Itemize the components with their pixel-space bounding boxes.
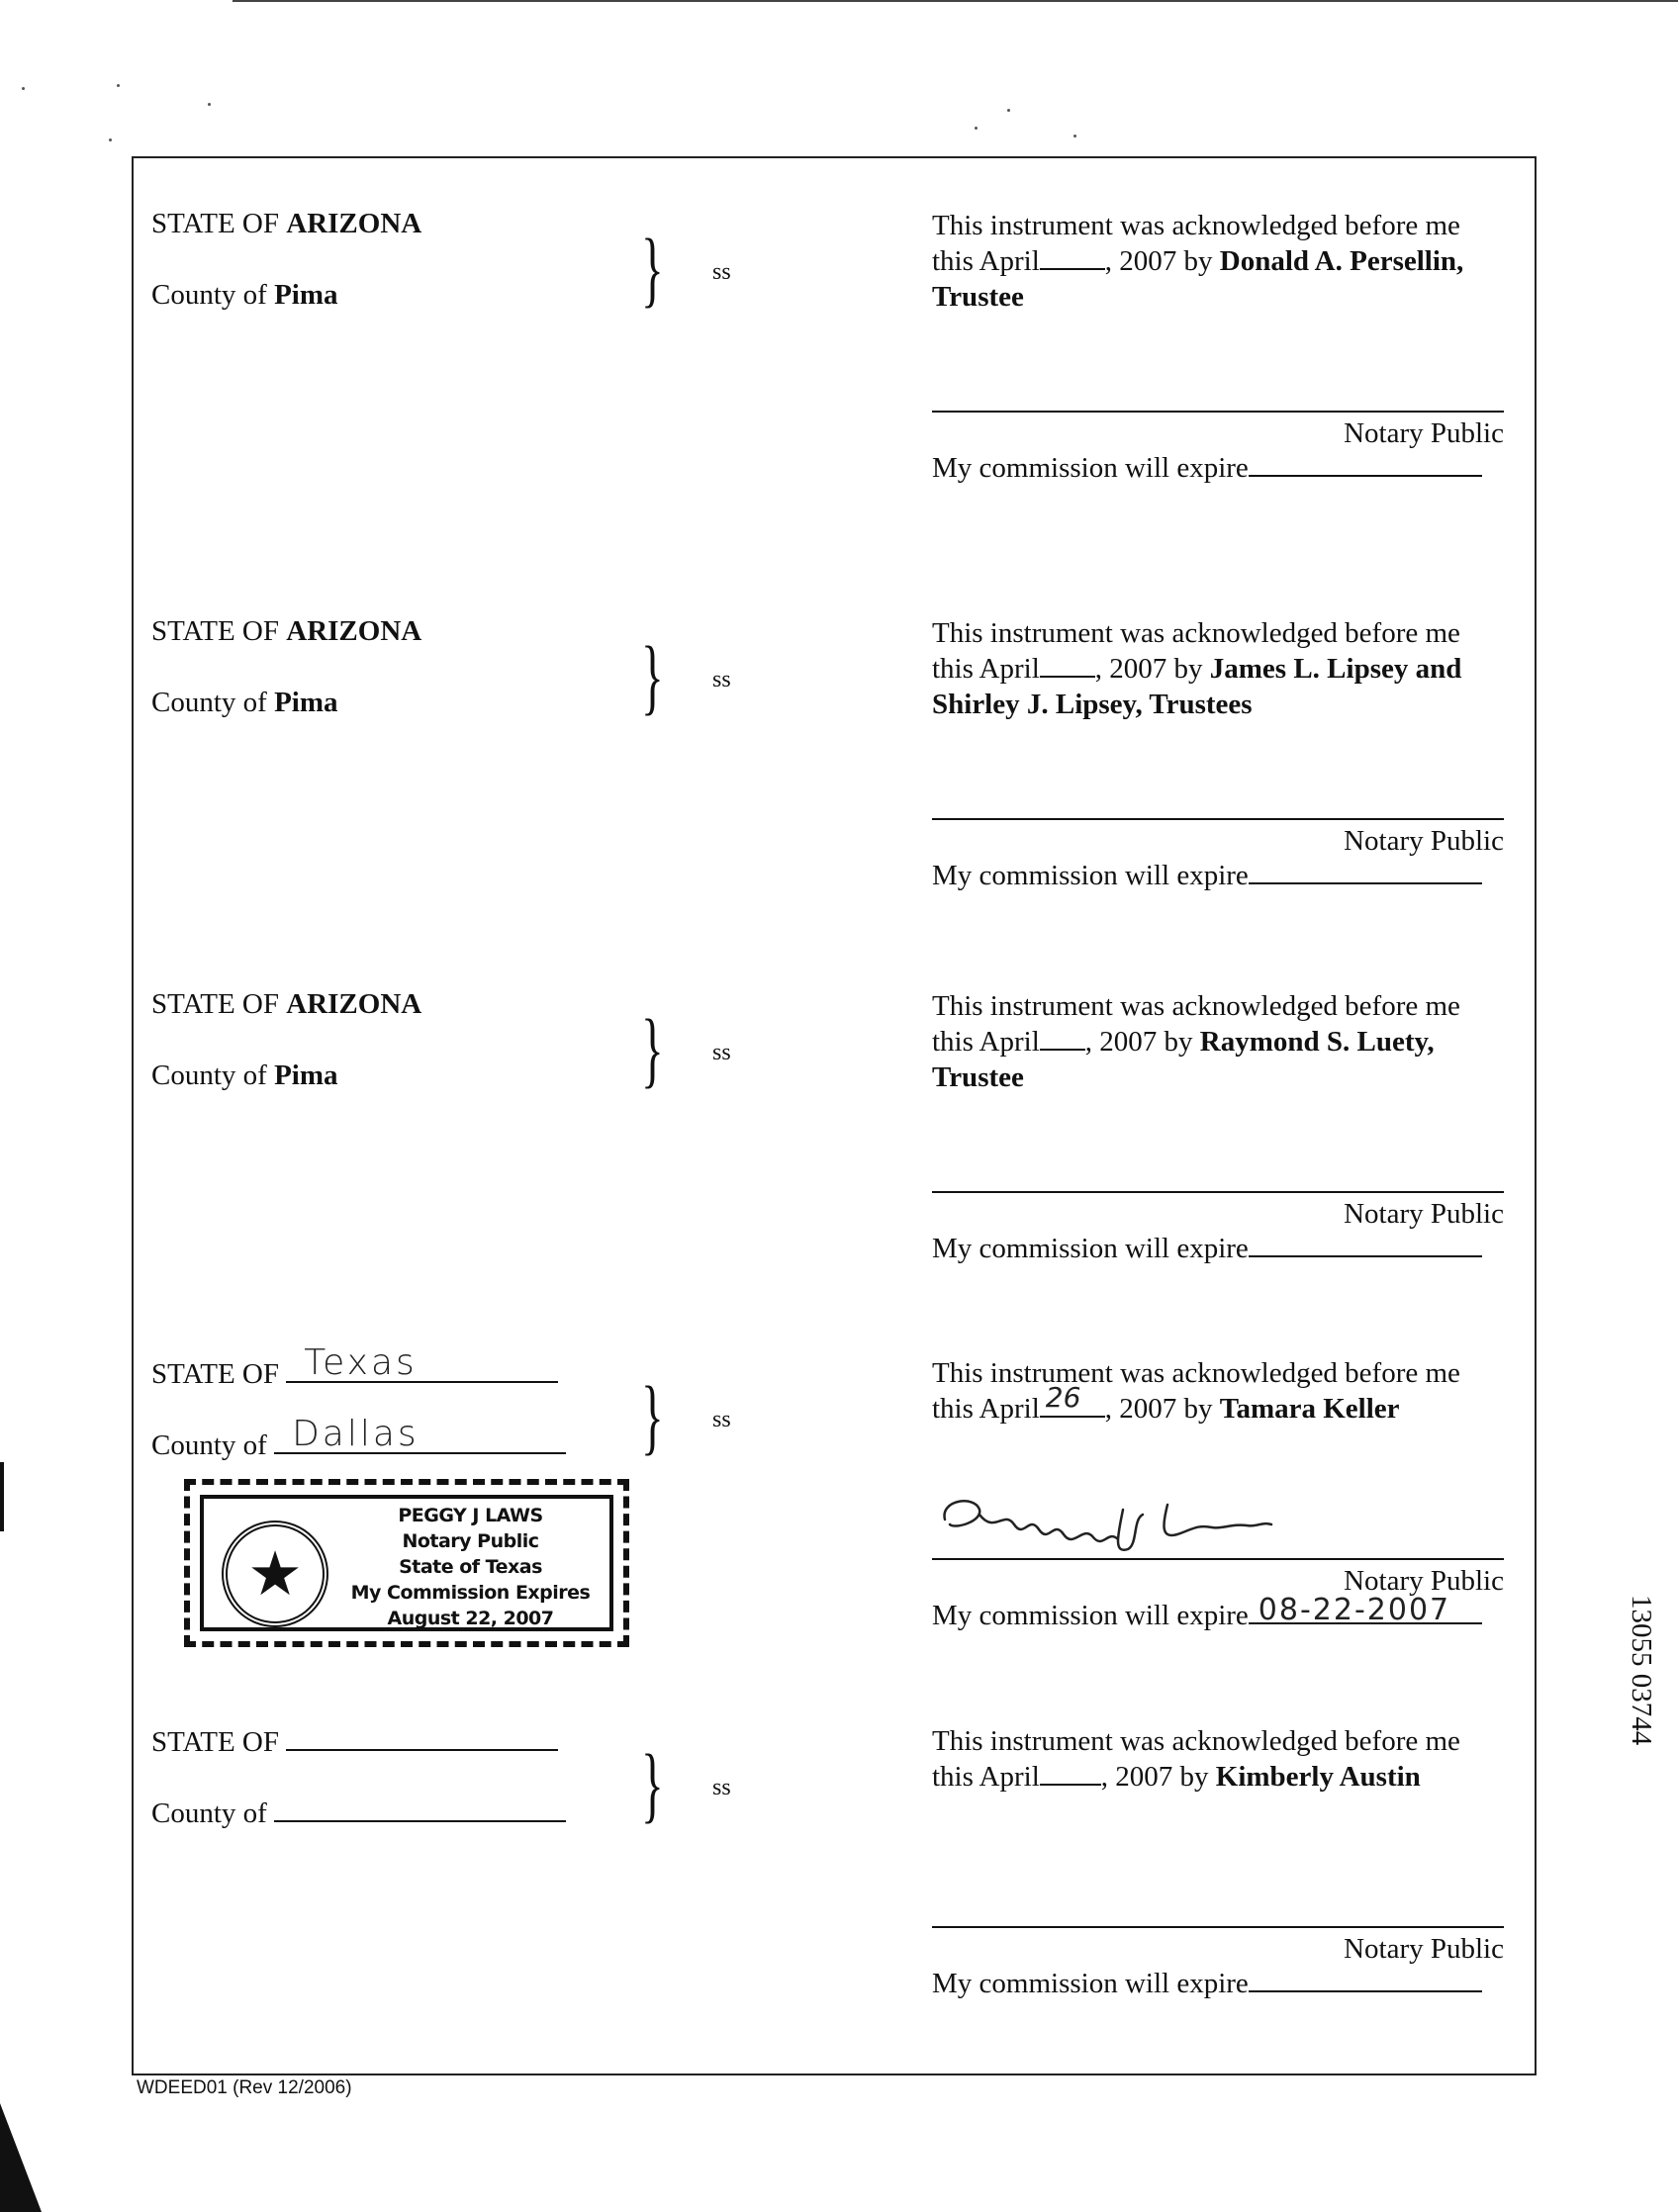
notary-public-label: Notary Public xyxy=(1344,1198,1504,1230)
state-value: ARIZONA xyxy=(286,208,422,239)
ack-signer-name: Tamara Keller xyxy=(1219,1393,1400,1425)
ack-line-1: This instrument was acknowledged before me xyxy=(932,210,1460,241)
stamp-expires-label: My Commission Expires xyxy=(350,1582,591,1604)
scan-speck xyxy=(1007,109,1010,112)
state-value: ARIZONA xyxy=(286,988,422,1020)
ack-line-1: This instrument was acknowledged before me xyxy=(932,1357,1460,1389)
commission-expire-line xyxy=(932,858,1482,893)
commission-expire-label: My commission will expire xyxy=(932,1600,1249,1631)
ack-line-2 xyxy=(932,1759,1504,1795)
stamp-name: PEGGY J LAWS xyxy=(398,1505,543,1526)
acknowledgment-text xyxy=(932,615,1504,722)
acknowledgment-text xyxy=(932,1355,1504,1427)
ss-label: ss xyxy=(712,1775,731,1800)
stamp-text xyxy=(337,1503,604,1631)
acknowledgment-text xyxy=(932,988,1504,1095)
state-value: ARIZONA xyxy=(286,615,422,647)
bracket-icon: } xyxy=(641,1001,664,1096)
stamp-expires-date: August 22, 2007 xyxy=(387,1608,554,1629)
scan-speck xyxy=(109,138,112,141)
county-blank xyxy=(274,1795,566,1822)
state-line xyxy=(151,615,421,648)
notary-stamp xyxy=(184,1479,629,1647)
ack-line-1: This instrument was acknowledged before me xyxy=(932,990,1460,1022)
expire-blank xyxy=(1249,1967,1482,1992)
ack-this-april: this April xyxy=(932,653,1040,685)
county-value: Pima xyxy=(274,279,338,311)
day-blank xyxy=(1040,1381,1105,1418)
ss-label: ss xyxy=(712,667,731,692)
scan-speck xyxy=(117,84,120,87)
county-prefix: County of xyxy=(151,1060,267,1091)
ack-this-april: this April xyxy=(932,1393,1040,1425)
ack-line-2 xyxy=(932,651,1504,722)
scan-speck xyxy=(975,127,978,130)
day-handwritten: 26 xyxy=(1045,1381,1081,1414)
ack-year-by: , 2007 by xyxy=(1094,653,1203,685)
signature-line xyxy=(932,411,1504,413)
commission-expire-line xyxy=(932,1593,1482,1633)
acknowledgment-text xyxy=(932,1723,1504,1795)
ack-signer-name: Raymond S. Luety, Trustee xyxy=(932,1026,1435,1093)
commission-expire-line xyxy=(932,1231,1482,1266)
day-blank xyxy=(1040,244,1105,270)
state-prefix: STATE OF xyxy=(151,615,279,647)
acknowledgment-text xyxy=(932,208,1504,315)
county-line xyxy=(151,279,338,312)
ack-line-1: This instrument was acknowledged before me xyxy=(932,617,1460,649)
notary-public-label: Notary Public xyxy=(1344,417,1504,449)
expire-blank xyxy=(1249,451,1482,477)
scan-corner-mark xyxy=(0,2103,42,2212)
ack-year-by: , 2007 by xyxy=(1104,1393,1213,1425)
state-line xyxy=(151,988,421,1021)
ack-this-april: this April xyxy=(932,245,1040,277)
county-prefix: County of xyxy=(151,1797,267,1829)
ack-this-april: this April xyxy=(932,1026,1040,1058)
notary-signature xyxy=(935,1480,1331,1559)
state-blank xyxy=(286,1342,558,1383)
state-line xyxy=(151,208,421,240)
scan-edge-mark xyxy=(0,1462,4,1531)
county-line xyxy=(151,1795,566,1830)
state-blank xyxy=(286,1723,558,1751)
signature-line xyxy=(932,818,1504,820)
state-prefix: STATE OF xyxy=(151,208,279,239)
day-blank xyxy=(1040,1760,1101,1786)
state-handwritten: Texas xyxy=(304,1342,418,1383)
county-line xyxy=(151,1414,566,1462)
county-prefix: County of xyxy=(151,687,267,718)
ack-line-1: This instrument was acknowledged before me xyxy=(932,1725,1460,1757)
texas-star-seal-icon: ★ xyxy=(222,1521,328,1627)
ack-line-2 xyxy=(932,1381,1504,1427)
county-line xyxy=(151,687,338,719)
commission-expire-line xyxy=(932,450,1482,486)
ss-label: ss xyxy=(712,1407,731,1432)
bracket-icon: } xyxy=(641,628,664,723)
commission-expire-label: My commission will expire xyxy=(932,452,1249,484)
county-line xyxy=(151,1060,338,1092)
form-code-footer: WDEED01 (Rev 12/2006) xyxy=(137,2077,352,2098)
commission-expire-line xyxy=(932,1966,1482,2001)
county-prefix: County of xyxy=(151,1429,267,1461)
expire-blank xyxy=(1249,859,1482,884)
ack-signer-name: Kimberly Austin xyxy=(1215,1761,1421,1793)
signature-line xyxy=(932,1191,1504,1193)
stamp-state: State of Texas xyxy=(399,1556,542,1578)
ack-line-2 xyxy=(932,1024,1504,1095)
state-prefix: STATE OF xyxy=(151,1726,279,1758)
county-blank xyxy=(274,1414,566,1454)
notary-public-label: Notary Public xyxy=(1344,1933,1504,1965)
notary-public-label: Notary Public xyxy=(1344,1565,1504,1597)
commission-expire-label: My commission will expire xyxy=(932,1233,1249,1264)
ack-signer-name: Donald A. Persellin, Trustee xyxy=(932,245,1464,313)
expire-blank xyxy=(1249,1232,1482,1257)
scan-top-rule xyxy=(233,0,1678,2)
county-value: Pima xyxy=(274,687,338,718)
scan-speck xyxy=(208,103,211,106)
day-blank xyxy=(1040,652,1095,678)
ack-year-by: , 2007 by xyxy=(1084,1026,1193,1058)
bracket-icon: } xyxy=(641,221,664,316)
ack-signer-name: James L. Lipsey and Shirley J. Lipsey, Trustees xyxy=(932,653,1462,720)
signature-line xyxy=(932,1926,1504,1928)
day-blank xyxy=(1040,1025,1085,1051)
commission-expire-label: My commission will expire xyxy=(932,860,1249,891)
state-line xyxy=(151,1723,558,1759)
scan-speck xyxy=(1073,135,1076,138)
state-line xyxy=(151,1342,558,1391)
scan-speck xyxy=(22,87,25,90)
ack-year-by: , 2007 by xyxy=(1104,245,1213,277)
state-prefix: STATE OF xyxy=(151,1358,279,1390)
stamp-title: Notary Public xyxy=(402,1530,539,1552)
expire-blank xyxy=(1249,1593,1482,1627)
stamp-border xyxy=(200,1495,613,1631)
ack-this-april: this April xyxy=(932,1761,1040,1793)
notary-public-label: Notary Public xyxy=(1344,825,1504,857)
county-prefix: County of xyxy=(151,279,267,311)
state-prefix: STATE OF xyxy=(151,988,279,1020)
bracket-icon: } xyxy=(641,1368,664,1463)
county-value: Pima xyxy=(274,1060,338,1091)
ss-label: ss xyxy=(712,259,731,285)
ack-year-by: , 2007 by xyxy=(1100,1761,1209,1793)
county-handwritten: Dallas xyxy=(292,1414,420,1454)
bracket-icon: } xyxy=(641,1736,664,1831)
document-number: 13055 03744 xyxy=(1626,1595,1657,1746)
expire-handwritten: 08-22-2007 xyxy=(1258,1593,1451,1627)
ss-label: ss xyxy=(712,1040,731,1065)
ack-line-2 xyxy=(932,243,1504,315)
commission-expire-label: My commission will expire xyxy=(932,1968,1249,1999)
